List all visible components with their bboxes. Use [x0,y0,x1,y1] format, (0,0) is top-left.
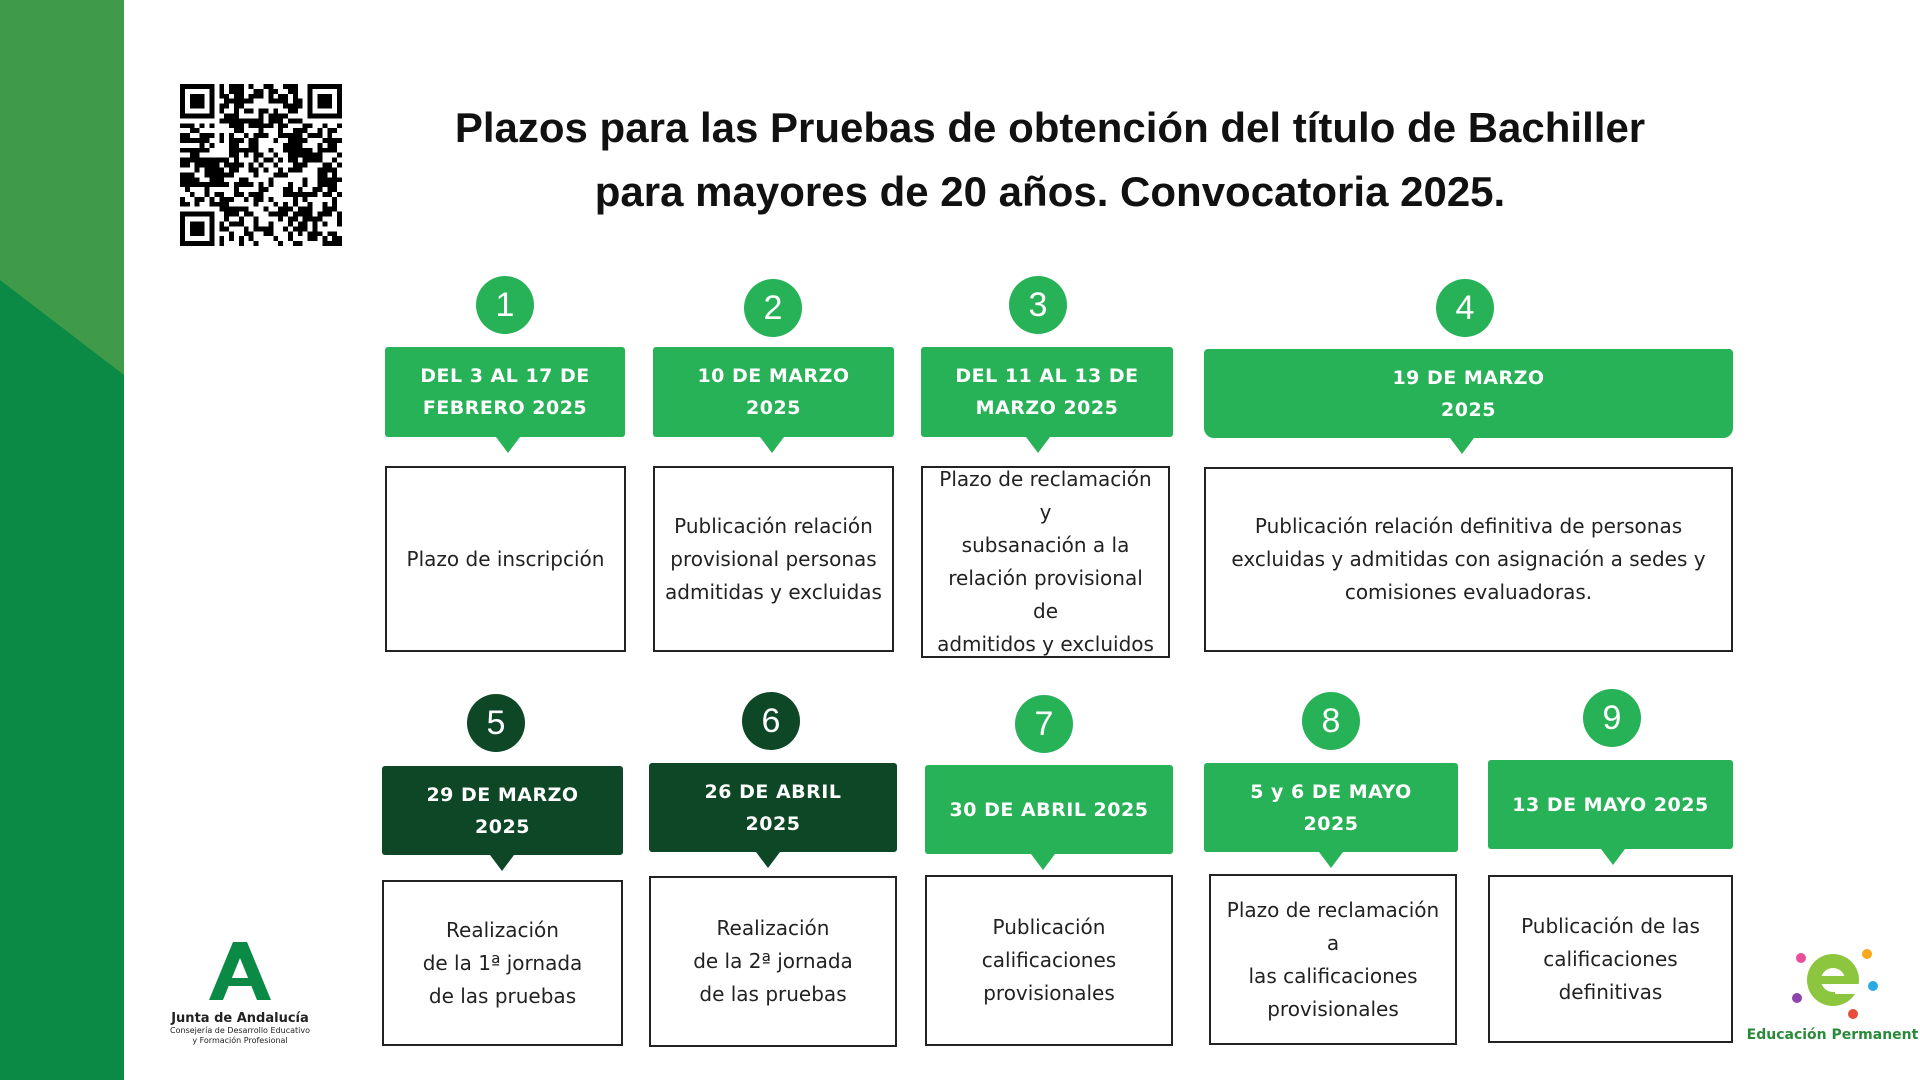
step-date-text-4: 19 DE MARZO 2025 [1392,366,1545,421]
step-desc-text-7: Publicación calificaciones provisionales [981,915,1117,1005]
step-desc-text-6: Realización de la 2ª jornada de las pruebas [693,916,853,1006]
step-desc-9 [1488,875,1733,1043]
step-desc-text-1: Plazo de inscripción [406,546,605,571]
side-band-shape [0,0,124,1080]
junta-sub-1: Consejería de Desarrollo Educativo [170,1026,310,1035]
step-number-7: 7 [1015,695,1073,753]
educacion-permanente-logo [1745,940,1920,1043]
page-title [380,96,1720,224]
ep-e-icon [1783,940,1883,1022]
step-number-8: 8 [1302,692,1360,750]
step-date-5 [382,766,623,855]
step-number-3: 3 [1009,276,1067,334]
step-arrow-6 [756,852,780,868]
junta-andalucia-logo [160,940,320,1046]
step-arrow-7 [1031,854,1055,870]
step-number-2: 2 [744,279,802,337]
step-number-4: 4 [1436,279,1494,337]
step-desc-text-3: Plazo de reclamación y subsanación a la relación provisional de admitidos y excluidos [937,467,1154,656]
step-desc-1 [385,466,626,652]
step-number-6: 6 [742,692,800,750]
junta-name: Junta de Andalucía [171,1011,309,1026]
step-date-8 [1204,763,1458,852]
step-desc-text-5: Realización de la 1ª jornada de las pruebas [422,917,583,1008]
step-desc-3 [921,466,1170,658]
step-date-text-5: 29 DE MARZO 2025 [426,783,579,838]
step-arrow-3 [1026,437,1050,453]
step-desc-text-9: Publicación de las calificaciones definitivas [1521,913,1700,1004]
step-desc-5 [382,880,623,1046]
step-date-3 [921,347,1173,437]
step-date-text-9: 13 DE MAYO 2025 [1512,793,1709,816]
step-arrow-5 [490,855,514,871]
step-date-text-6: 26 DE ABRIL 2025 [704,780,842,835]
step-date-9 [1488,760,1733,849]
step-arrow-8 [1319,852,1343,868]
step-date-2 [653,347,894,437]
step-number-5: 5 [467,694,525,752]
step-date-text-3: DEL 11 AL 13 DE MARZO 2025 [955,365,1139,419]
junta-sub-2: y Formación Profesional [192,1036,288,1045]
step-arrow-4 [1450,438,1474,454]
step-date-text-1: DEL 3 AL 17 DE FEBRERO 2025 [420,365,590,419]
step-date-text-7: 30 DE ABRIL 2025 [949,798,1149,821]
step-arrow-2 [760,437,784,453]
step-date-7 [925,765,1173,854]
step-arrow-1 [496,437,520,453]
step-desc-2 [653,466,894,652]
step-date-6 [649,763,897,852]
step-desc-8 [1209,874,1457,1045]
title-line-2: para mayores de 20 años. Convocatoria 2025. [594,168,1506,215]
title-line-1: Plazos para las Pruebas de obtención del título de Bachiller [454,104,1646,151]
step-desc-text-4: Publicación relación definitiva de personas excluidas y admitidas con asignación a sedes y comisiones evaluadoras. [1231,514,1706,604]
step-desc-6 [649,876,897,1047]
step-desc-text-8: Plazo de reclamación a las calificaciones provisionales [1226,897,1440,1021]
junta-a-icon [205,940,275,1002]
step-date-text-2: 10 DE MARZO 2025 [697,365,850,419]
side-band [0,0,124,1080]
step-date-text-8: 5 y 6 DE MAYO 2025 [1250,780,1412,835]
step-date-1 [385,347,625,437]
step-number-9: 9 [1583,689,1641,747]
step-desc-7 [925,875,1173,1046]
step-date-4 [1204,349,1733,438]
step-arrow-9 [1601,849,1625,865]
step-desc-text-2: Publicación relación provisional personas admitidas y excluidas [665,513,882,604]
qr-code[interactable] [180,84,342,246]
step-desc-4 [1204,467,1733,652]
step-number-1: 1 [476,276,534,334]
ep-text: Educación Permanent [1746,1027,1919,1043]
